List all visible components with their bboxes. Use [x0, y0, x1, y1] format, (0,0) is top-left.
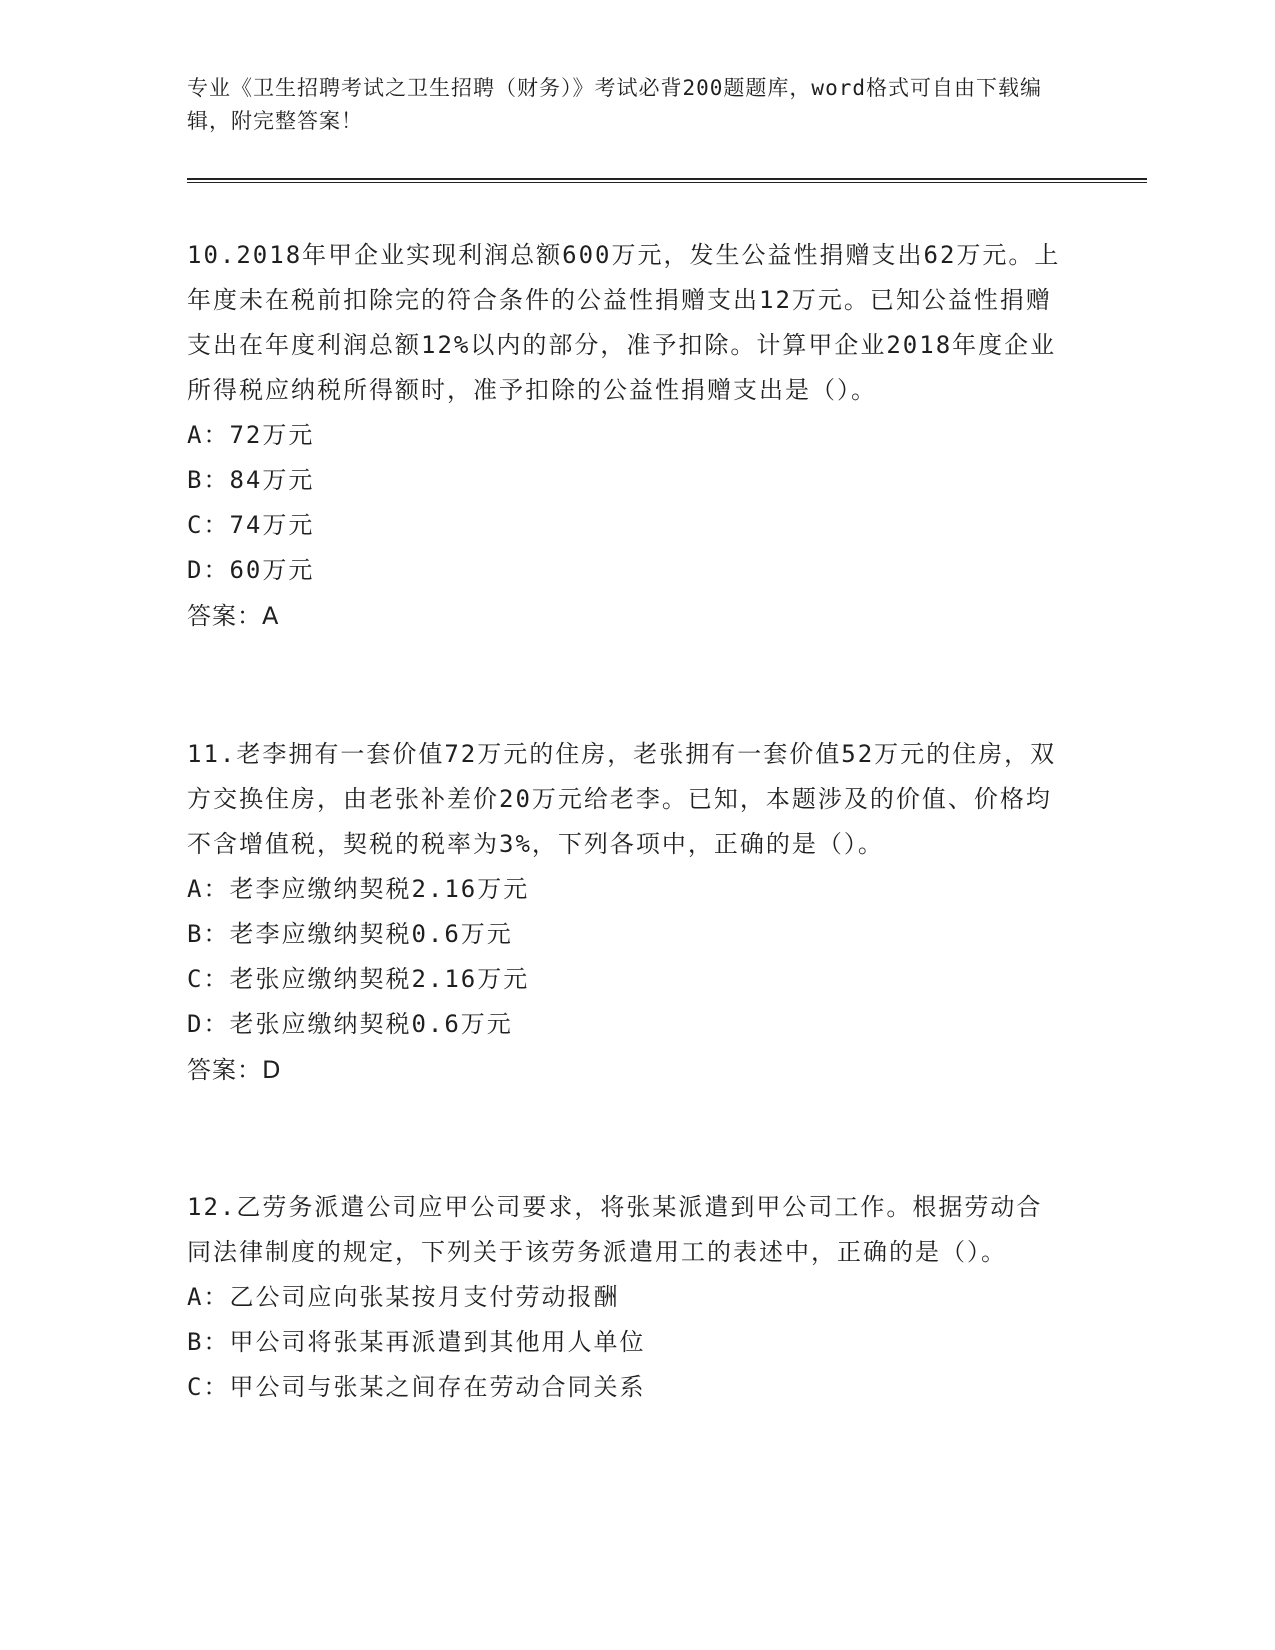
question-stem: 11.老李拥有一套价值72万元的住房，老张拥有一套价值52万元的住房，双方交换住房，由老张补差价20万元给老李。已知，本题涉及的价值、价格均不含增值税，契税的税率为3%，下列各项中，正确的是（）。	[187, 740, 1057, 858]
option-a: A：乙公司应向张某按月支付劳动报酬	[187, 1283, 620, 1311]
answer-label: 答案：D	[187, 1056, 282, 1084]
document-header: 专业《卫生招聘考试之卫生招聘（财务）》考试必背200题题库，word格式可自由下载编辑，附完整答案！	[187, 76, 1042, 133]
option-c: C：老张应缴纳契税2.16万元	[187, 965, 530, 993]
option-b: B：84万元	[187, 466, 315, 494]
question-12	[187, 1185, 1067, 1410]
option-d: D：老张应缴纳契税0.6万元	[187, 1010, 513, 1038]
option-c: C：甲公司与张某之间存在劳动合同关系	[187, 1373, 646, 1401]
question-stem: 10.2018年甲企业实现利润总额600万元，发生公益性捐赠支出62万元。上年度未在税前扣除完的符合条件的公益性捐赠支出12万元。已知公益性捐赠支出在年度利润总额12%以内的部分，准予扣除。计算甲企业2018年度企业所得税应纳税所得额时，准予扣除的公益性捐赠支出是（）。	[187, 241, 1061, 404]
question-10	[187, 233, 1067, 639]
question-11	[187, 732, 1067, 1093]
option-c: C：74万元	[187, 511, 315, 539]
answer-label: 答案：A	[187, 602, 280, 630]
option-d: D：60万元	[187, 556, 315, 584]
option-b: B：甲公司将张某再派遣到其他用人单位	[187, 1328, 646, 1356]
option-b: B：老李应缴纳契税0.6万元	[187, 920, 513, 948]
question-stem: 12.乙劳务派遣公司应甲公司要求，将张某派遣到甲公司工作。根据劳动合同法律制度的规定，下列关于该劳务派遣用工的表述中，正确的是（）。	[187, 1193, 1043, 1266]
option-a: A：72万元	[187, 421, 315, 449]
option-a: A：老李应缴纳契税2.16万元	[187, 875, 530, 903]
header-divider	[187, 178, 1147, 183]
